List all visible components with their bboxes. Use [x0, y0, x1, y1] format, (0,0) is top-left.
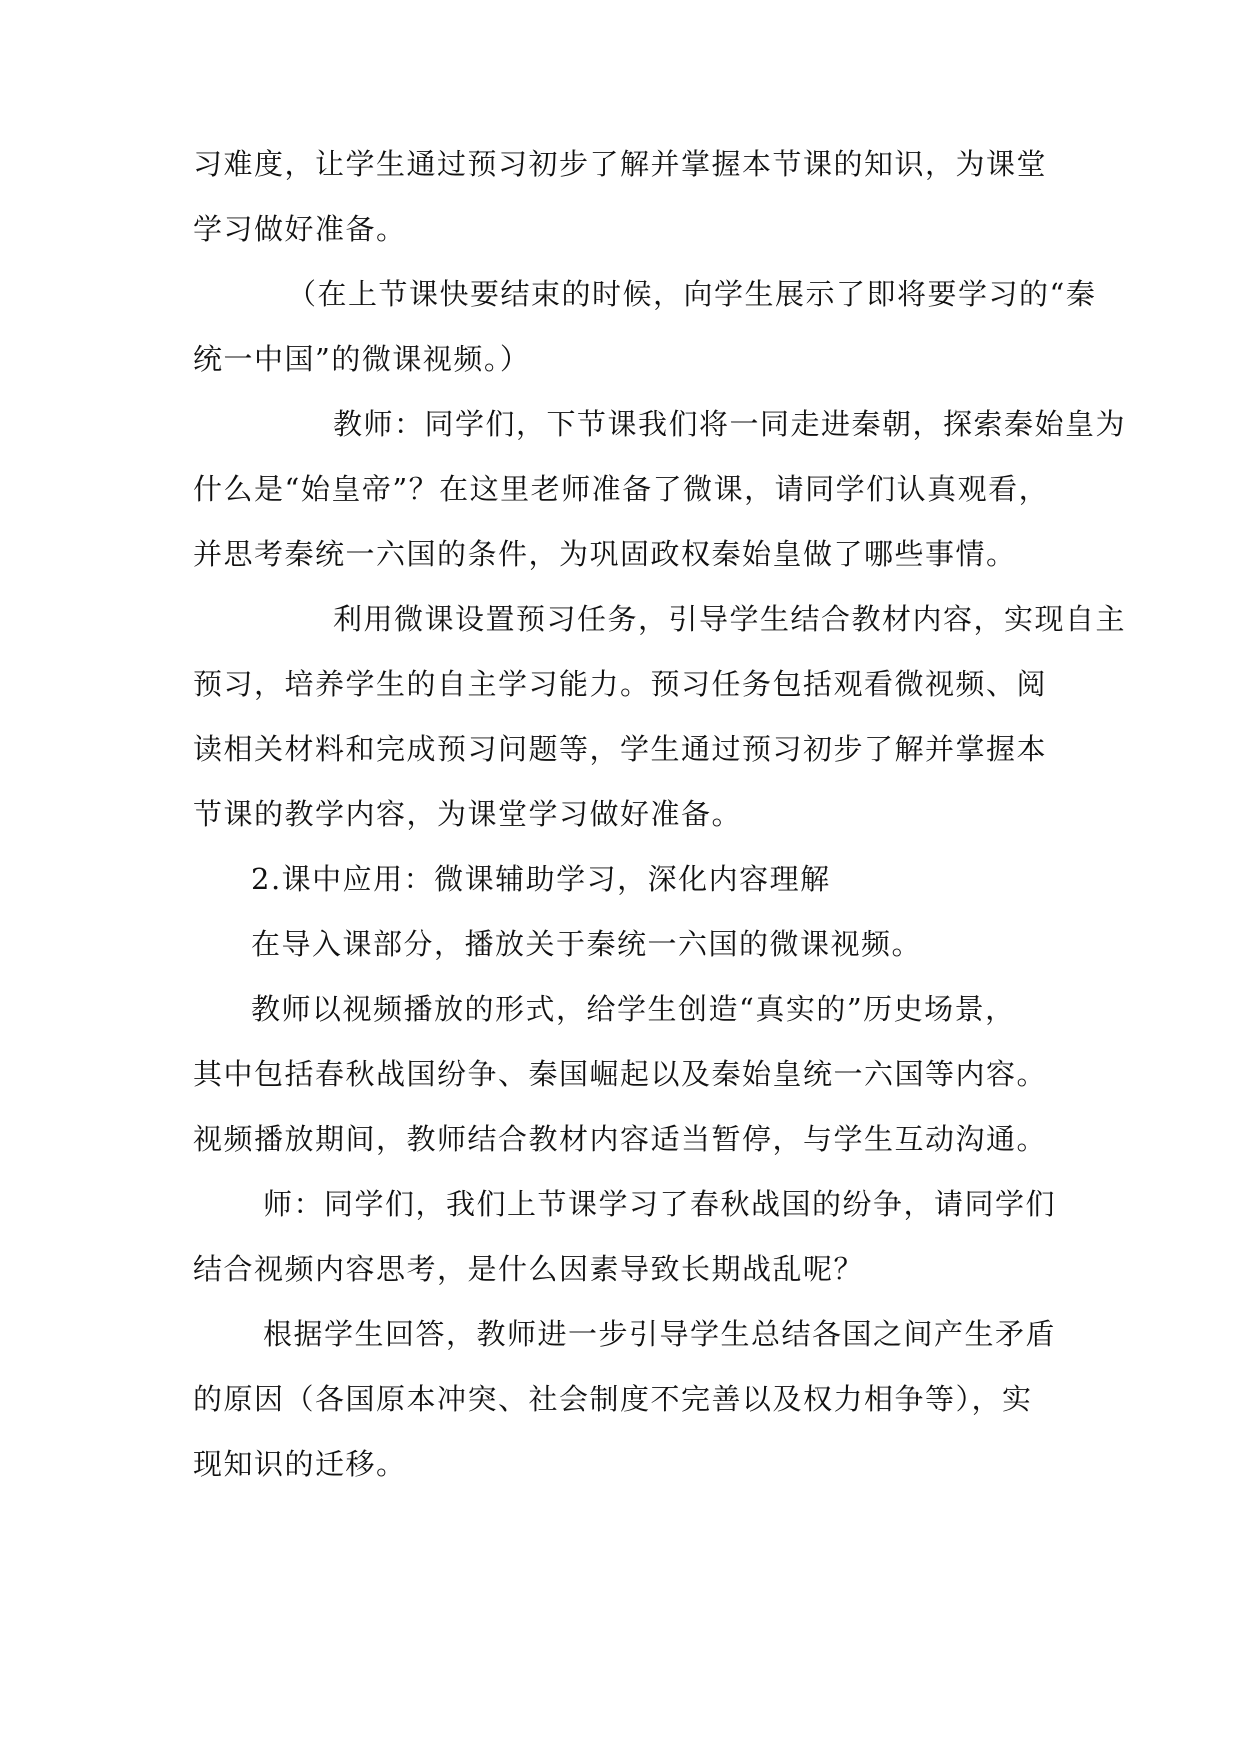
text-line: 习难度，让学生通过预习初步了解并掌握本节课的知识，为课堂 [193, 147, 1048, 181]
text-line: 预习，培养学生的自主学习能力。预习任务包括观看微视频、阅 [193, 667, 1048, 701]
body-text [193, 132, 1127, 1497]
text-line: 2.课中应用：微课辅助学习，深化内容理解 [251, 862, 831, 896]
text-line: 教师以视频播放的形式，给学生创造“真实的”历史场景， [251, 992, 1016, 1026]
text-line: 的原因（各国原本冲突、社会制度不完善以及权力相争等），实 [193, 1382, 1033, 1416]
text-line: 利用微课设置预习任务，引导学生结合教材内容，实现自主 [333, 602, 1127, 636]
paragraph-teacher-question [193, 1172, 1057, 1302]
text-line: 教师：同学们，下节课我们将一同走进秦朝，探索秦始皇为 [333, 407, 1127, 441]
paragraph-intro-video [193, 912, 1053, 977]
text-line: 读相关材料和完成预习问题等，学生通过预习初步了解并掌握本 [193, 732, 1048, 766]
paragraph-teacher-intro [193, 392, 1127, 587]
text-line: 结合视频内容思考，是什么因素导致长期战乱呢？ [193, 1252, 865, 1286]
paragraph-continued-prep [193, 132, 1053, 262]
text-line: 其中包括春秋战国纷争、秦国崛起以及秦始皇统一六国等内容。 [193, 1057, 1048, 1091]
text-line: 统一中国”的微课视频。） [193, 342, 531, 376]
text-line: 现知识的迁移。 [193, 1447, 407, 1481]
text-line: 在导入课部分，播放关于秦统一六国的微课视频。 [251, 927, 923, 961]
text-line: 并思考秦统一六国的条件，为巩固政权秦始皇做了哪些事情。 [193, 537, 1017, 571]
text-line: （在上节课快要结束的时候，向学生展示了即将要学习的“秦 [287, 277, 1097, 311]
paragraph-stage-note [193, 262, 1097, 392]
text-line: 师：同学们，我们上节课学习了春秋战国的纷争，请同学们 [263, 1187, 1057, 1221]
section-heading [193, 847, 1053, 912]
paragraph-summary [193, 1302, 1057, 1497]
text-line: 节课的教学内容，为课堂学习做好准备。 [193, 797, 743, 831]
text-line: 学习做好准备。 [193, 212, 407, 246]
paragraph-video-scene [193, 977, 1053, 1172]
text-line: 根据学生回答，教师进一步引导学生总结各国之间产生矛盾 [263, 1317, 1057, 1351]
text-line: 视频播放期间，教师结合教材内容适当暂停，与学生互动沟通。 [193, 1122, 1048, 1156]
paragraph-preview-task [193, 587, 1127, 847]
text-line: 什么是“始皇帝”？在这里老师准备了微课，请同学们认真观看， [193, 472, 1050, 506]
